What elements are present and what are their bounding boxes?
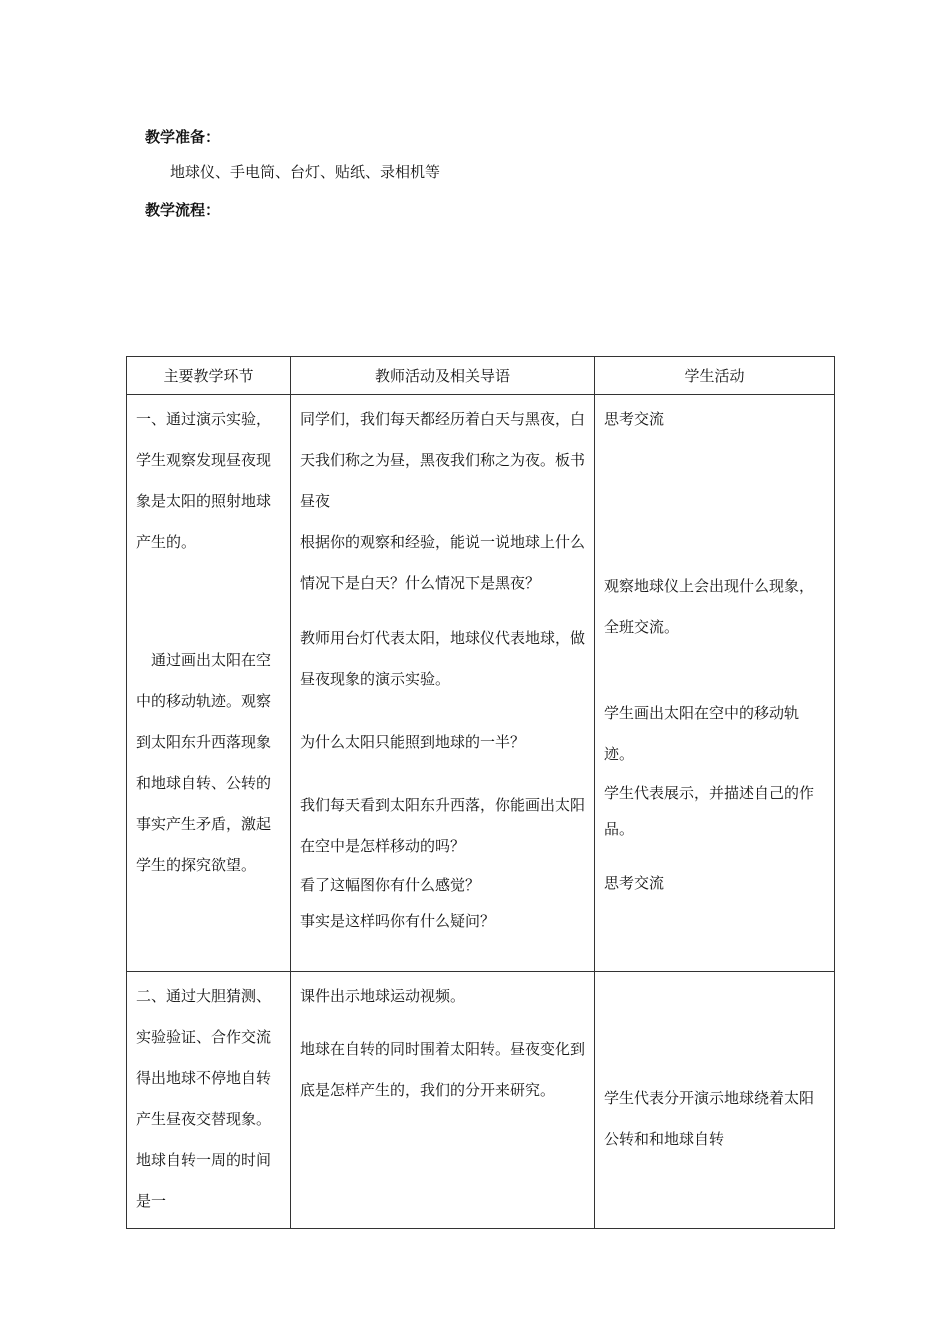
prep-materials: 地球仪、手电筒、台灯、贴纸、录相机等: [170, 163, 441, 181]
stage-text: 通过画出太阳在空中的移动轨迹。观察到太阳东升西落现象和地球自转、公转的事实产生矛盾，激起学生的探究欲望。: [136, 651, 272, 874]
teacher-text: 根据你的观察和经验，能说一说地球上什么情况下是白天？什么情况下是黑夜？: [300, 533, 586, 592]
student-cell: [595, 395, 835, 972]
teacher-text: 同学们，我们每天都经历着白天与黑夜，白天我们称之为昼，黑夜我们称之为夜。板书昼夜: [300, 410, 586, 510]
header-stage: 主要教学环节: [127, 357, 291, 395]
teacher-text: 事实是这样吗你有什么疑问？: [300, 912, 496, 930]
teacher-text: 地球在自转的同时围着太阳转。昼夜变化到底是怎样产生的，我们的分开来研究。: [300, 1040, 586, 1099]
teacher-text: 为什么太阳只能照到地球的一半？: [300, 733, 526, 751]
flow-heading: 教学流程：: [145, 201, 221, 219]
stage-text: 一、通过演示实验，学生观察发现昼夜现象是太阳的照射地球产生的。: [136, 410, 272, 551]
stage-cell: [127, 395, 291, 972]
student-text: 观察地球仪上会出现什么现象，全班交流。: [604, 577, 815, 636]
student-text: 学生画出太阳在空中的移动轨迹。: [604, 704, 800, 763]
header-teacher: 教师活动及相关导语: [291, 357, 595, 395]
teacher-text: 我们每天看到太阳东升西落，你能画出太阳在空中是怎样移动的吗？: [300, 796, 586, 855]
student-text: 思考交流: [604, 874, 665, 892]
teacher-text: 看了这幅图你有什么感觉？: [300, 876, 481, 894]
student-text: 学生代表展示，并描述自己的作品。: [604, 784, 815, 838]
teacher-text: 教师用台灯代表太阳，地球仪代表地球，做昼夜现象的演示实验。: [300, 629, 586, 688]
table-row: [127, 395, 835, 972]
table-header-row: [127, 357, 835, 395]
stage-cell: [127, 972, 291, 1229]
teacher-cell: [291, 395, 595, 972]
teacher-text: 课件出示地球运动视频。: [300, 987, 466, 1005]
header-student: 学生活动: [595, 357, 835, 395]
student-cell: [595, 972, 835, 1229]
lesson-flow-table: [126, 356, 835, 1229]
prep-heading: 教学准备：: [145, 128, 221, 146]
table-row: [127, 972, 835, 1229]
student-text: 思考交流: [604, 410, 665, 428]
stage-text: 二、通过大胆猜测、实验验证、合作交流得出地球不停地自转产生昼夜交替现象。地球自转一周的时间是一: [136, 987, 272, 1210]
student-text: 学生代表分开演示地球绕着太阳公转和和地球自转: [604, 1089, 815, 1148]
teacher-cell: [291, 972, 595, 1229]
